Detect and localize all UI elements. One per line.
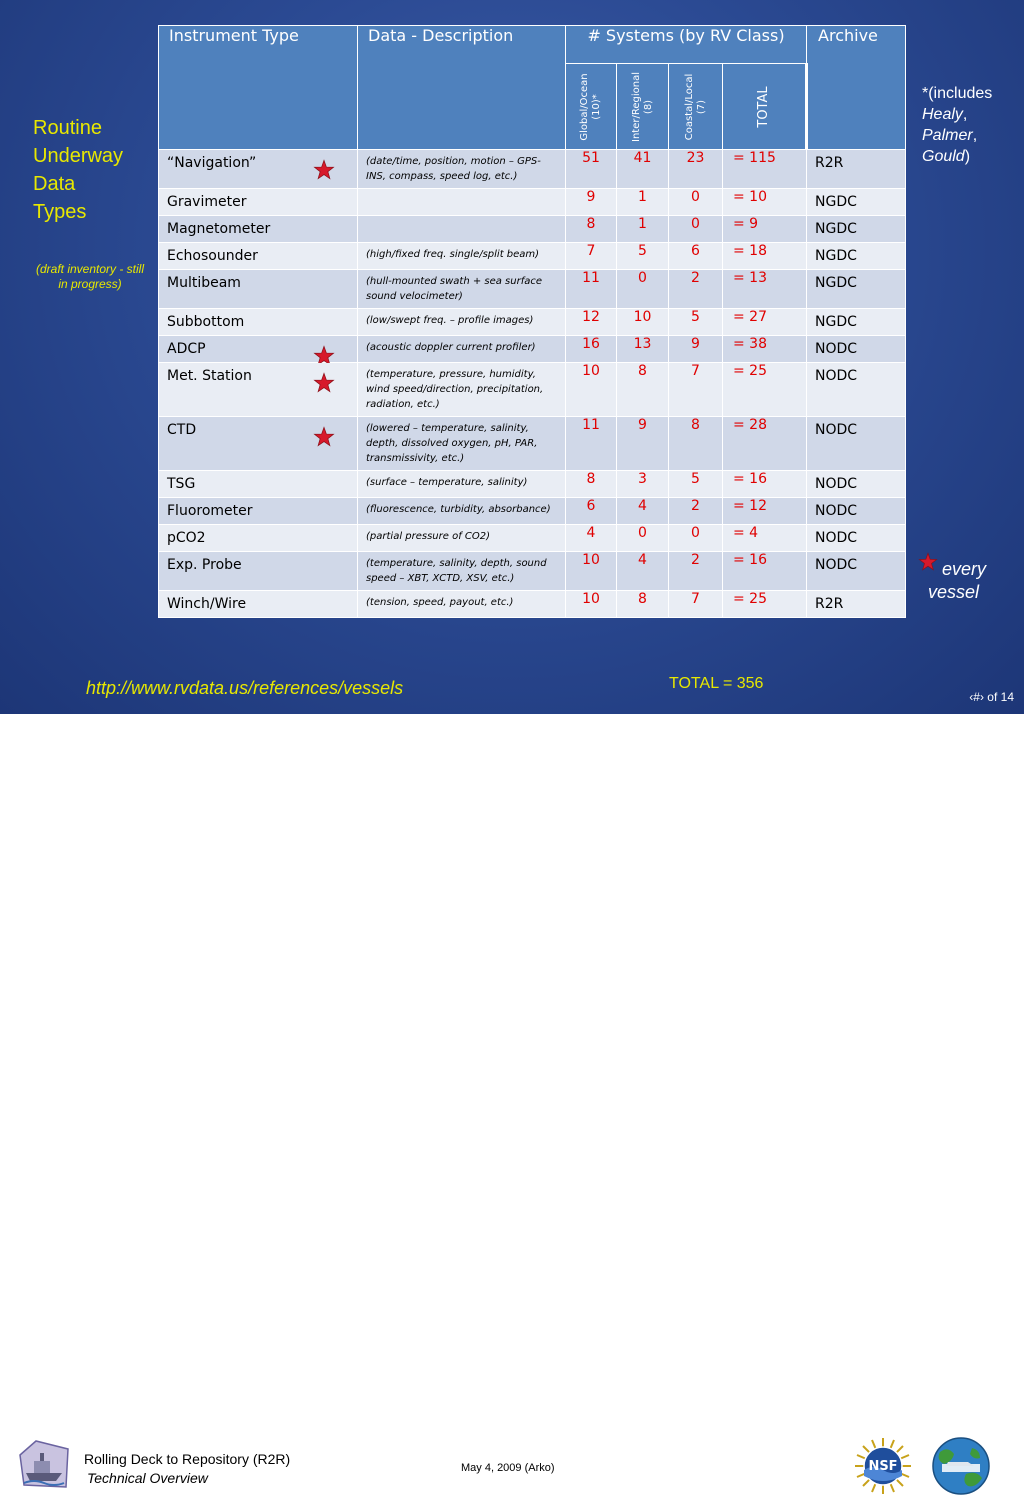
page-number: ‹#› of 14 bbox=[969, 690, 1014, 704]
instrument-inventory-table bbox=[158, 25, 906, 618]
total-count: = 12 bbox=[723, 498, 807, 525]
nsf-logo bbox=[853, 1436, 913, 1496]
coastal-local-count: 5 bbox=[669, 471, 723, 498]
coastal-local-count: 23 bbox=[669, 150, 723, 189]
header-sub-line: Global/Ocean bbox=[579, 72, 590, 141]
total-count: = 28 bbox=[723, 417, 807, 471]
inter-regional-count: 4 bbox=[617, 552, 669, 591]
header-sub-line: (8) bbox=[642, 99, 654, 114]
header-sub-line: TOTAL bbox=[756, 85, 771, 128]
inter-regional-count: 5 bbox=[617, 243, 669, 270]
total-count: = 38 bbox=[723, 336, 807, 363]
grand-total: TOTAL = 356 bbox=[669, 675, 764, 692]
table-row bbox=[159, 243, 906, 270]
unols-logo bbox=[918, 1436, 1004, 1496]
global-ocean-count: 11 bbox=[566, 417, 617, 471]
header-coastal-local bbox=[669, 64, 723, 150]
instrument-type-label: Exp. Probe bbox=[167, 557, 242, 573]
inter-regional-count: 0 bbox=[617, 525, 669, 552]
header-instrument-type: Instrument Type bbox=[159, 26, 358, 150]
data-description-cell: (hull-mounted swath + sea surface sound velocimeter) bbox=[358, 270, 566, 309]
table-row bbox=[159, 591, 906, 618]
global-ocean-count: 10 bbox=[566, 552, 617, 591]
inter-regional-count: 8 bbox=[617, 591, 669, 618]
side-title-line: Underway bbox=[33, 145, 124, 167]
data-description-cell: (temperature, salinity, depth, sound speed – XBT, XCTD, XSV, etc.) bbox=[358, 552, 566, 591]
draft-note: (draft inventory - still in progress) bbox=[35, 262, 145, 291]
total-count: = 25 bbox=[723, 591, 807, 618]
data-description-cell: (date/time, position, motion – GPS-INS, compass, speed log, etc.) bbox=[358, 150, 566, 189]
footer-title-main: Rolling Deck to Repository (R2R) bbox=[84, 1451, 291, 1467]
data-description-cell: (high/fixed freq. single/split beam) bbox=[358, 243, 566, 270]
instrument-type-cell bbox=[159, 525, 358, 552]
data-description-cell: (partial pressure of CO2) bbox=[358, 525, 566, 552]
instrument-type-cell bbox=[159, 498, 358, 525]
global-ocean-count: 16 bbox=[566, 336, 617, 363]
side-title-line: Routine bbox=[33, 117, 102, 139]
instrument-type-label: TSG bbox=[167, 476, 196, 492]
archive-cell: R2R bbox=[807, 150, 906, 189]
r2r-ship-logo bbox=[16, 1437, 72, 1493]
instrument-type-label: “Navigation” bbox=[167, 155, 257, 171]
header-sub-line: Inter/Regional bbox=[630, 71, 642, 142]
coastal-local-count: 0 bbox=[669, 525, 723, 552]
table-row bbox=[159, 417, 906, 471]
coastal-local-count: 5 bbox=[669, 309, 723, 336]
global-ocean-count: 12 bbox=[566, 309, 617, 336]
instrument-type-cell bbox=[159, 189, 358, 216]
instrument-type-label: Met. Station bbox=[167, 368, 252, 384]
includes-suffix: ) bbox=[964, 148, 971, 165]
coastal-local-count: 2 bbox=[669, 552, 723, 591]
table-body bbox=[159, 150, 906, 618]
coastal-local-count: 6 bbox=[669, 243, 723, 270]
instrument-type-cell bbox=[159, 363, 358, 417]
global-ocean-count: 6 bbox=[566, 498, 617, 525]
global-ocean-count: 7 bbox=[566, 243, 617, 270]
header-total bbox=[723, 64, 807, 150]
inter-regional-count: 1 bbox=[617, 216, 669, 243]
global-ocean-count: 10 bbox=[566, 591, 617, 618]
instrument-type-cell bbox=[159, 309, 358, 336]
table-row bbox=[159, 363, 906, 417]
total-count: = 4 bbox=[723, 525, 807, 552]
side-title-line: Types bbox=[33, 201, 87, 223]
instrument-type-label: pCO2 bbox=[167, 530, 206, 546]
table-row bbox=[159, 189, 906, 216]
archive-cell: NODC bbox=[807, 336, 906, 363]
inter-regional-count: 3 bbox=[617, 471, 669, 498]
footer-title bbox=[84, 1450, 290, 1488]
total-count: = 16 bbox=[723, 471, 807, 498]
inter-regional-count: 0 bbox=[617, 270, 669, 309]
table-row bbox=[159, 336, 906, 363]
table-row bbox=[159, 471, 906, 498]
svg-text:NSF: NSF bbox=[868, 1459, 898, 1474]
inter-regional-count: 13 bbox=[617, 336, 669, 363]
total-count: = 27 bbox=[723, 309, 807, 336]
archive-cell: NGDC bbox=[807, 243, 906, 270]
total-count: = 25 bbox=[723, 363, 807, 417]
footer-subtitle: Technical Overview bbox=[87, 1470, 208, 1486]
legend-line: every bbox=[942, 559, 987, 579]
global-ocean-count: 9 bbox=[566, 189, 617, 216]
instrument-type-label: Subbottom bbox=[167, 314, 245, 330]
inter-regional-count: 1 bbox=[617, 189, 669, 216]
total-count: = 115 bbox=[723, 150, 807, 189]
data-description-cell: (temperature, pressure, humidity, wind speed/direction, precipitation, radiation, etc.) bbox=[358, 363, 566, 417]
vessels-reference-link[interactable]: http://www.rvdata.us/references/vessels bbox=[86, 678, 404, 698]
data-description-cell: (fluorescence, turbidity, absorbance) bbox=[358, 498, 566, 525]
archive-cell: R2R bbox=[807, 591, 906, 618]
slide-background bbox=[0, 0, 1024, 714]
table-row bbox=[159, 270, 906, 309]
footer-date: May 4, 2009 (Arko) bbox=[461, 1462, 555, 1474]
data-description-cell: (lowered – temperature, salinity, depth, dissolved oxygen, pH, PAR, transmissivity, etc.) bbox=[358, 417, 566, 471]
archive-cell: NODC bbox=[807, 363, 906, 417]
table-row bbox=[159, 498, 906, 525]
table-row bbox=[159, 525, 906, 552]
red-star-icon bbox=[313, 159, 335, 181]
coastal-local-count: 7 bbox=[669, 591, 723, 618]
instrument-type-cell bbox=[159, 216, 358, 243]
archive-cell: NODC bbox=[807, 498, 906, 525]
archive-cell: NGDC bbox=[807, 309, 906, 336]
header-sub-line: Coastal/Local bbox=[683, 73, 695, 140]
coastal-local-count: 9 bbox=[669, 336, 723, 363]
instrument-type-label: Gravimeter bbox=[167, 194, 247, 210]
red-star-icon bbox=[313, 426, 335, 448]
instrument-type-cell bbox=[159, 270, 358, 309]
header-systems: # Systems (by RV Class) bbox=[566, 26, 807, 64]
instrument-type-cell bbox=[159, 471, 358, 498]
data-description-cell: (tension, speed, payout, etc.) bbox=[358, 591, 566, 618]
total-count: = 13 bbox=[723, 270, 807, 309]
red-star-icon bbox=[313, 372, 335, 394]
global-ocean-count: 4 bbox=[566, 525, 617, 552]
instrument-type-label: Multibeam bbox=[167, 275, 241, 291]
instrument-type-cell bbox=[159, 591, 358, 618]
coastal-local-count: 0 bbox=[669, 189, 723, 216]
data-description-cell bbox=[358, 189, 566, 216]
instrument-type-cell bbox=[159, 417, 358, 471]
archive-cell: NODC bbox=[807, 471, 906, 498]
header-sub-line: (10)* bbox=[591, 93, 602, 120]
side-title bbox=[33, 114, 153, 226]
table-row bbox=[159, 150, 906, 189]
archive-cell: NODC bbox=[807, 552, 906, 591]
table-row bbox=[159, 216, 906, 243]
instrument-type-label: Winch/Wire bbox=[167, 596, 247, 612]
inter-regional-count: 9 bbox=[617, 417, 669, 471]
archive-cell: NGDC bbox=[807, 189, 906, 216]
instrument-type-label: Fluorometer bbox=[167, 503, 253, 519]
header-sub-line: (7) bbox=[695, 99, 707, 114]
total-count: = 10 bbox=[723, 189, 807, 216]
total-count: = 18 bbox=[723, 243, 807, 270]
inter-regional-count: 8 bbox=[617, 363, 669, 417]
ship-name: Healy bbox=[922, 106, 963, 123]
archive-cell: NODC bbox=[807, 525, 906, 552]
global-ocean-count: 8 bbox=[566, 216, 617, 243]
includes-prefix: *(includes bbox=[922, 85, 993, 102]
data-description-cell bbox=[358, 216, 566, 243]
header-data-description: Data - Description bbox=[358, 26, 566, 150]
instrument-type-cell bbox=[159, 552, 358, 591]
archive-cell: NGDC bbox=[807, 216, 906, 243]
data-description-cell: (surface – temperature, salinity) bbox=[358, 471, 566, 498]
includes-note: *(includes Healy, Palmer, Gould) bbox=[922, 85, 993, 165]
instrument-type-label: Echosounder bbox=[167, 248, 258, 264]
footer bbox=[0, 714, 1024, 1486]
instrument-type-cell bbox=[159, 336, 358, 363]
inter-regional-count: 10 bbox=[617, 309, 669, 336]
global-ocean-count: 11 bbox=[566, 270, 617, 309]
ship-name: Palmer bbox=[922, 127, 973, 144]
instrument-type-label: CTD bbox=[167, 422, 197, 438]
legend-line: vessel bbox=[928, 582, 980, 602]
total-count: = 16 bbox=[723, 552, 807, 591]
star-legend bbox=[918, 554, 1018, 604]
coastal-local-count: 7 bbox=[669, 363, 723, 417]
coastal-local-count: 0 bbox=[669, 216, 723, 243]
coastal-local-count: 2 bbox=[669, 498, 723, 525]
data-description-cell: (acoustic doppler current profiler) bbox=[358, 336, 566, 363]
red-star-icon bbox=[918, 552, 938, 572]
inter-regional-count: 4 bbox=[617, 498, 669, 525]
archive-cell: NODC bbox=[807, 417, 906, 471]
data-description-cell: (low/swept freq. – profile images) bbox=[358, 309, 566, 336]
inter-regional-count: 41 bbox=[617, 150, 669, 189]
instrument-type-cell bbox=[159, 243, 358, 270]
header-archive: Archive bbox=[807, 26, 906, 150]
global-ocean-count: 51 bbox=[566, 150, 617, 189]
side-title-line: Data bbox=[33, 173, 76, 195]
total-count: = 9 bbox=[723, 216, 807, 243]
header-inter-regional bbox=[617, 64, 669, 150]
ship-name: Gould bbox=[922, 148, 965, 165]
coastal-local-count: 2 bbox=[669, 270, 723, 309]
global-ocean-count: 10 bbox=[566, 363, 617, 417]
table-row bbox=[159, 552, 906, 591]
archive-cell: NGDC bbox=[807, 270, 906, 309]
global-ocean-count: 8 bbox=[566, 471, 617, 498]
header-global-ocean bbox=[566, 64, 617, 150]
instrument-type-label: ADCP bbox=[167, 341, 206, 357]
table-row bbox=[159, 309, 906, 336]
instrument-type-cell bbox=[159, 150, 358, 189]
coastal-local-count: 8 bbox=[669, 417, 723, 471]
instrument-type-label: Magnetometer bbox=[167, 221, 271, 237]
